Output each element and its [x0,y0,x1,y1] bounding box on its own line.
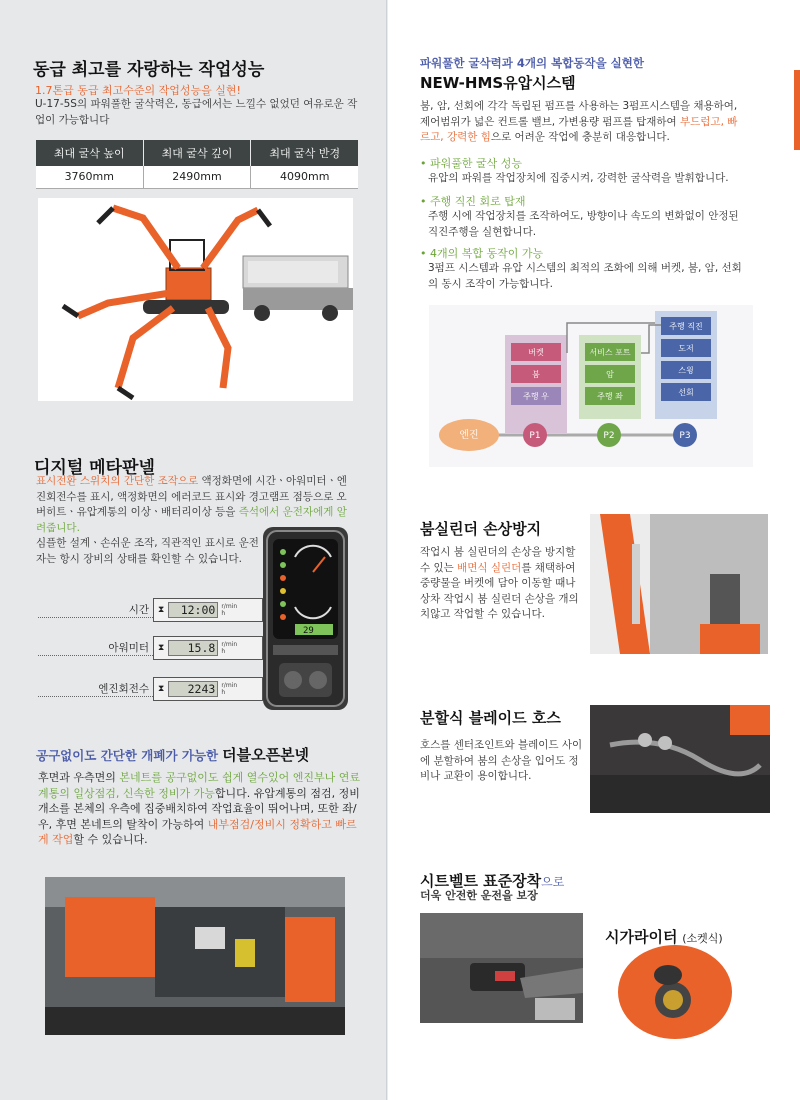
hydraulic-diagram-svg [429,305,753,467]
readout-engine-rpm [38,677,263,701]
seatbelt-photo [420,913,583,1023]
spec-table [36,140,358,189]
bonnet-body [38,770,360,848]
bonnet-body-green: 본네트를 공구없이도 쉽게 열수있어 엔진부나 연료계통의 일상점검, 신속한 정비가 가능 [38,771,361,800]
bonnet-body-text2: 합니다. 유압계통의 점검, 정비개소를 본체의 우측에 집중배치하여 작업효율이 뛰어나며, 또한 좌/우, 후면 본네트의 탈착이 가능하여 [38,786,360,831]
lighter-title: 시가라이터 (소켓식) [605,928,723,946]
engine-bay-illustration [45,877,345,1035]
blade-hose-illustration [590,705,770,813]
performance-body: U-17-5S의 파워풀한 굴삭력은, 동급에서는 느낄수 없었던 여유로운 작업이 가능합니다 [35,98,358,126]
readout-unit: r/min h [221,641,238,655]
digital-panel-body-highlight: 표시전환 스위치의 간단한 조작으로 [36,475,199,487]
boom-cylinder-illustration [590,514,768,654]
engine-bay-photo [45,877,345,1035]
readout-value: 2243 [168,681,218,697]
hourglass-icon: ⧗ [158,605,165,615]
seatbelt-subtitle: 더욱 안전한 운전을 보장 [420,889,538,902]
readout-display [153,636,263,660]
digital-panel-title: 디지털 메타판넬 [34,458,155,478]
performance-title: 동급 최고를 자랑하는 작업성능 [33,60,265,80]
hms-bullet-body: 3펌프 시스템과 유압 시스템의 최적의 조화에 의해 버켓, 붐, 암, 선회의 동시 조작이 가능합니다. [428,262,742,290]
hms-body [420,99,745,146]
p1-item-bucket: 버켓 [528,348,544,357]
readout-label: 엔진회전수 [38,681,153,697]
seatbelt-illustration [420,913,583,1023]
digital-panel-body-green: 즉석에서 운전자에게 알려줍니다. [36,506,347,534]
hms-bullet-title: • 주행 직진 회로 탑재 [420,195,526,208]
blade-hose-title: 분할식 블레이드 호스 [420,709,561,727]
spec-header: 최대 굴삭 깊이 [143,140,251,166]
hourglass-icon: ⧗ [158,684,165,694]
readout-value: 12:00 [168,602,218,618]
hms-title: NEW-HMS유압시스템 [420,74,576,92]
p3-item-straight-travel: 주행 직진 [669,322,703,331]
spec-value: 4090mm [251,166,358,188]
bonnet-title-lead: 공구없이도 간단한 개폐가 가능한 [36,748,219,763]
spec-value: 3760mm [36,166,143,188]
orange-edge-tab [794,70,800,150]
hms-bullet-title: • 4개의 복합 동작이 가능 [420,247,544,260]
blade-hose-photo [590,705,770,813]
hms-bullet-title: • 파워풀한 굴삭 성능 [420,157,523,170]
engine-label: 엔진 [459,430,479,441]
hydraulic-system-diagram [429,305,753,467]
cigar-lighter-photo [618,945,732,1039]
digital-panel-body-text2: 심플한 설계ㆍ손쉬운 조작, 직관적인 표시로 운전자는 항시 장비의 상태를 확인할 수 있습니다. [36,537,259,565]
hourglass-icon: ⧗ [158,643,165,653]
hms-body-orange: 부드럽고, 빠르고, 강력한 힘 [420,115,738,143]
pump-p2: P2 [603,431,615,441]
bonnet-title [36,744,309,765]
hms-bullet-body: 유압의 파워를 작업장치에 집중시켜, 강력한 굴삭력을 발휘합니다. [428,172,729,184]
bonnet-body-text: 후면과 우측면의 [38,771,120,784]
p1-item-boom: 붐 [532,370,540,379]
readout-unit: r/min h [221,603,238,617]
blade-hose-body: 호스를 센터조인트와 블레이드 사이에 분할하여 붐의 손상을 입어도 정비나 교환이 용이합니다. [420,739,583,782]
lighter-illustration [618,945,732,1039]
p3-item-swing: 스윙 [678,366,694,375]
p3-item-dozer: 도저 [678,344,694,353]
readout-value: 15.8 [168,640,218,656]
boom-cylinder-photo [590,514,768,654]
readout-label: 시간 [38,602,153,618]
hms-bullet-body: 주행 시에 작업장치를 조작하여도, 방향이나 속도의 변화없이 안정된 직진주행을 실현합니다. [428,210,739,238]
excavator-reach-photo [38,198,353,401]
digital-panel-body-text: 액정화면에 시간ㆍ아워미터ㆍ엔진회전수를 표시, 액정화면의 에러코드 표시와 경고램프 점등으로 오버히트ㆍ유압계통의 이상ㆍ배터리이상 등을 [36,475,347,518]
meter-panel-device [263,527,348,710]
hms-body-text: 붐, 암, 선회에 각각 독립된 펌프를 사용하는 3펌프시스템을 채용하여, 제어범위가 넓은 컨트롤 밸브, 가변용량 펌프를 탑재하여 [420,100,738,128]
readout-display [153,677,263,701]
readout-hourmeter [38,636,263,660]
boom-cylinder-title: 붐실린더 손상방지 [420,520,542,538]
readout-label: 아워미터 [38,640,153,656]
performance-subtitle: 1.7톤급 동급 최고수준의 작업성능을 실현! [35,84,241,97]
seatbelt-title: 시트벨트 표준장착으로 [420,872,565,890]
pump-p1: P1 [529,431,541,441]
boom-cylinder-body: 작업시 붐 실린더의 손상을 방지할 수 있는 배면식 실린더를 채택하여 중량물을 버켓에 담아 이동할 때나 상차 작업시 붐 실린더 손상을 개의치않고 작업할 수 있습니다. [420,546,579,620]
spec-header: 최대 굴삭 높이 [36,140,143,166]
hms-body-text2: 으로 어려운 작업에 충분히 대응합니다. [490,131,670,143]
p2-item-arm: 암 [606,370,614,379]
readout-time [38,598,263,622]
excavator-illustration [38,198,353,401]
bonnet-body-text3: 할 수 있습니다. [73,833,148,846]
bonnet-body-orange: 내부점검/정비시 정확하고 빠르게 작업 [38,817,357,846]
hms-lead: 파워풀한 굴삭력과 4개의 복합동작을 실현한 [420,56,644,70]
spec-value-row [36,166,358,188]
meter-lcd-value: 29 [303,626,314,636]
meter-panel-illustration [263,527,348,710]
p2-item-service-port: 서비스 포트 [589,348,631,357]
p2-item-travel-left: 주행 좌 [597,392,623,401]
bonnet-title-main: 더블오픈본넷 [222,746,310,764]
p1-item-travel-right: 주행 우 [523,392,549,401]
readout-unit: r/min h [221,682,238,696]
p3-item-slew: 선회 [678,388,694,397]
spec-value: 2490mm [143,166,251,188]
readout-display [153,598,263,622]
spec-header: 최대 굴삭 반경 [251,140,358,166]
spec-header-row [36,140,358,166]
pump-p3: P3 [679,431,691,441]
